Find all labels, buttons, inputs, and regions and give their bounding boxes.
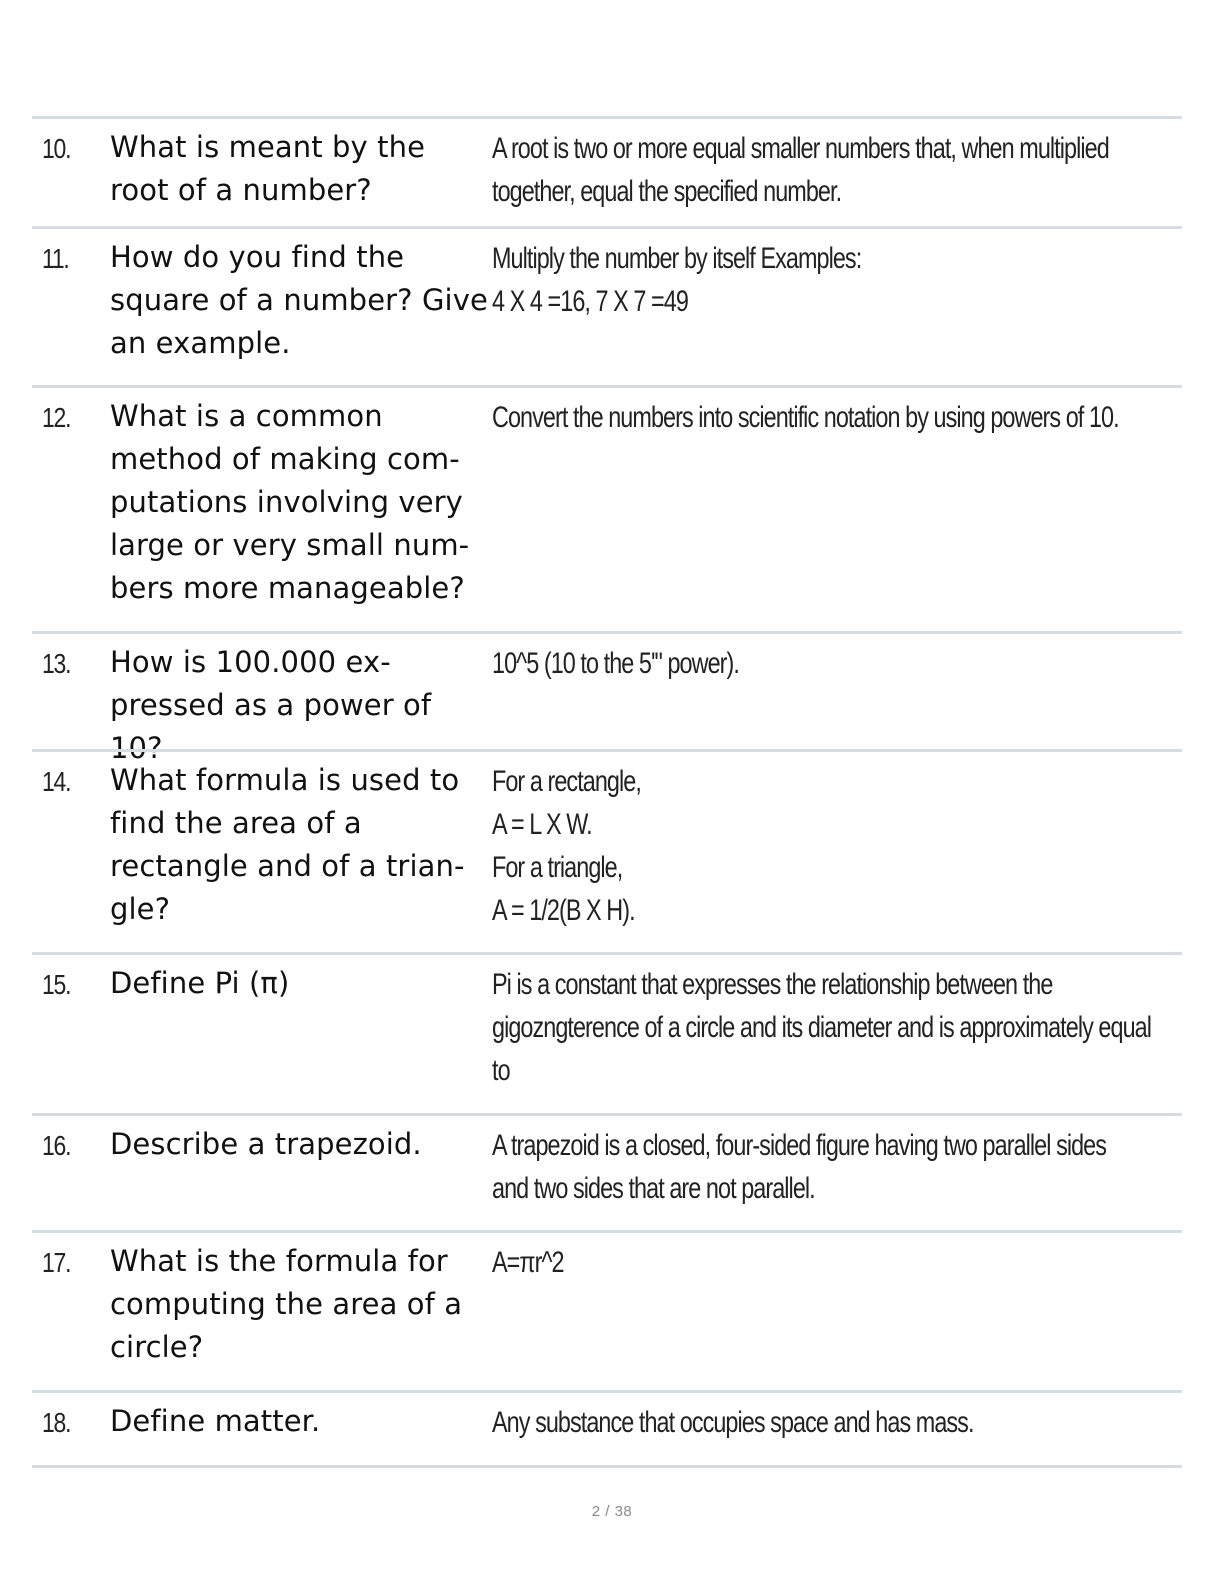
answer-line: together, equal the specified number. bbox=[492, 175, 842, 208]
item-number: 14. bbox=[42, 766, 71, 797]
answer-line: A trapezoid is a closed, four-sided figure having two parallel sides bbox=[492, 1129, 1107, 1162]
answer-line: 4 X 4 =16, 7 X 7 =49 bbox=[492, 285, 688, 318]
item-number: 18. bbox=[42, 1407, 71, 1438]
page-indicator: 2 / 38 bbox=[591, 1503, 633, 1520]
question-text: How do you find the square of a number? Give an example. bbox=[110, 240, 488, 360]
table-row bbox=[32, 1113, 1182, 1230]
answer-line: Multiply the number by itself Examples: bbox=[492, 242, 862, 275]
answer-text bbox=[492, 237, 1163, 323]
table-row bbox=[32, 1230, 1182, 1390]
question-text: What is a common method of making com-putations involving very large or very small num-bers more manageable? bbox=[110, 399, 470, 605]
item-number: 10. bbox=[42, 133, 71, 164]
answer-line: Pi is a constant that expresses the relationship between the bbox=[492, 968, 1053, 1001]
question-text: What is the formula for computing the area of a circle? bbox=[110, 1244, 463, 1364]
item-number: 13. bbox=[42, 648, 71, 679]
answer-line: For a triangle, bbox=[492, 851, 623, 884]
answer-line: 10^5 (10 to the 5'" power). bbox=[492, 647, 739, 680]
table-row bbox=[32, 749, 1182, 952]
item-number: 15. bbox=[42, 969, 71, 1000]
answer-line: to bbox=[492, 1054, 510, 1087]
table-row bbox=[32, 385, 1182, 631]
answer-line: Any substance that occupies space and has mass. bbox=[492, 1406, 974, 1439]
item-number: 12. bbox=[42, 402, 71, 433]
question-text: Define Pi (π) bbox=[110, 966, 290, 1000]
question-text: Describe a trapezoid. bbox=[110, 1127, 422, 1161]
answer-line: A = 1/2(B X H). bbox=[492, 894, 635, 927]
answer-text bbox=[492, 1241, 1163, 1284]
answer-line: A=πr^2 bbox=[492, 1246, 564, 1279]
answer-line: For a rectangle, bbox=[492, 765, 641, 798]
item-number: 16. bbox=[42, 1130, 71, 1161]
table-row bbox=[32, 631, 1182, 765]
answer-text bbox=[492, 1401, 1163, 1444]
question-text: What is meant by the root of a number? bbox=[110, 130, 426, 207]
answer-line: A root is two or more equal smaller numbers that, when multiplied bbox=[492, 132, 1109, 165]
table-row bbox=[32, 226, 1182, 385]
item-number: 11. bbox=[42, 243, 69, 274]
answer-line: Convert the numbers into scientific notation by using powers of 10. bbox=[492, 401, 1119, 434]
answer-text bbox=[492, 642, 1163, 685]
question-text: Define matter. bbox=[110, 1404, 321, 1438]
answer-line: gigozngterence of a circle and its diameter and is approximately equal bbox=[492, 1011, 1151, 1044]
answer-text bbox=[492, 1124, 1163, 1210]
answer-line: A = L X W. bbox=[492, 808, 592, 841]
table-row bbox=[32, 1390, 1182, 1468]
answer-text bbox=[492, 760, 1163, 932]
answer-text bbox=[492, 963, 1163, 1092]
table-row bbox=[32, 116, 1182, 226]
answer-line: and two sides that are not parallel. bbox=[492, 1172, 815, 1205]
answer-text bbox=[492, 396, 1163, 439]
table-row bbox=[32, 952, 1182, 1113]
question-text: How is 100.000 ex-pressed as a power of 10? bbox=[110, 645, 432, 765]
answer-text bbox=[492, 127, 1163, 213]
question-text: What formula is used to find the area of a rectangle and of a trian-gle? bbox=[110, 763, 465, 926]
item-number: 17. bbox=[42, 1247, 71, 1278]
qa-table bbox=[32, 116, 1182, 1468]
